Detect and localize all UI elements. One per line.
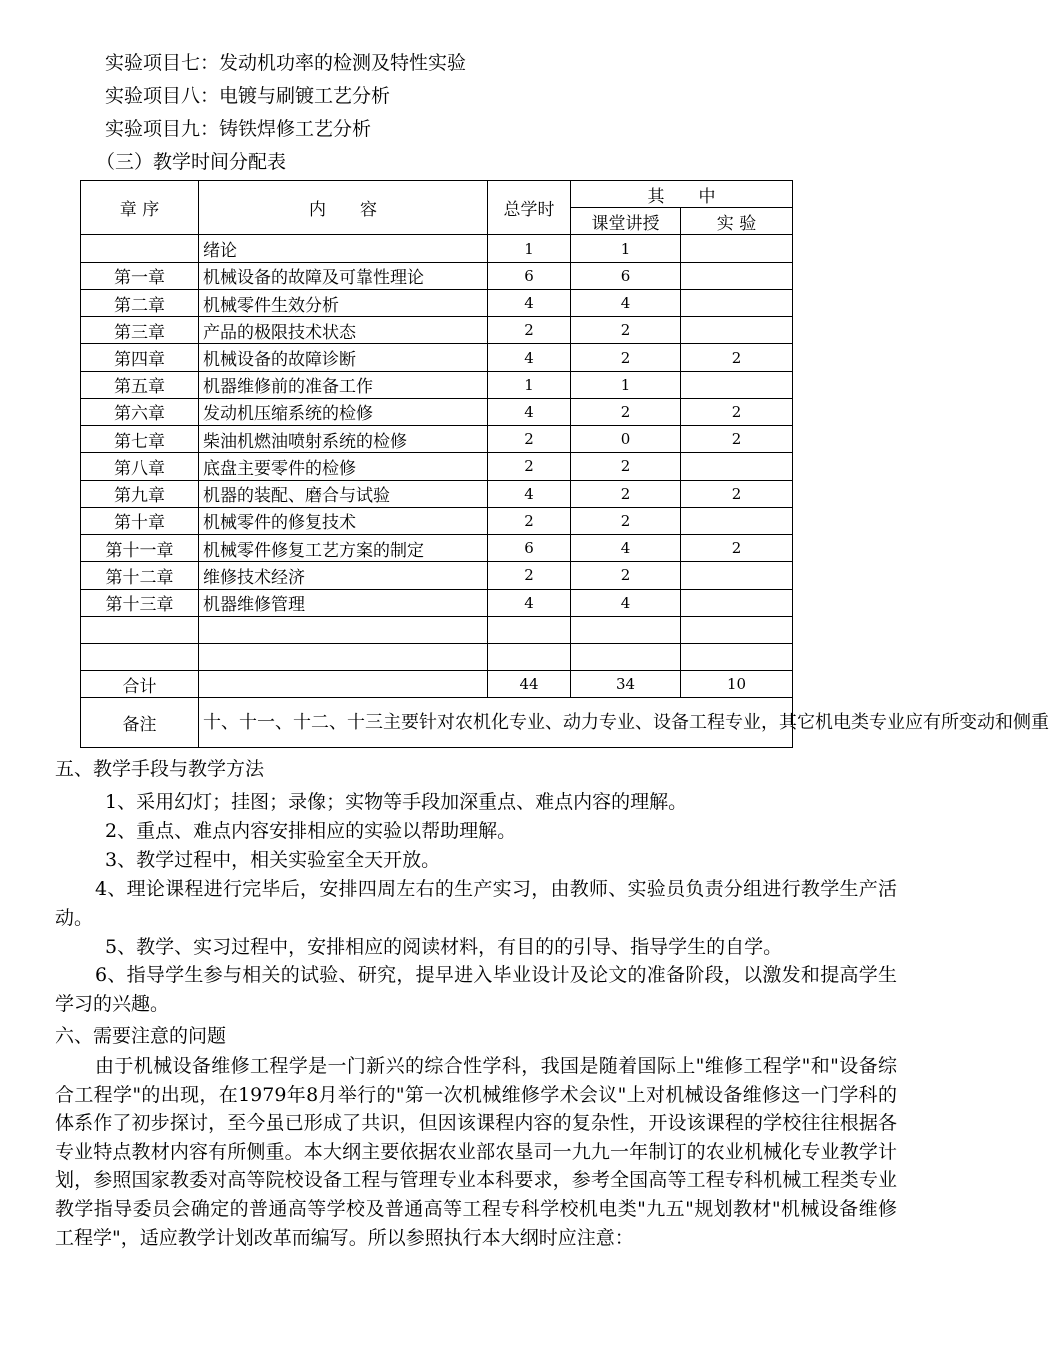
header-of-which: 其 中: [571, 181, 793, 208]
header-seq: 章 序: [81, 181, 199, 235]
total-hours: 44: [488, 671, 571, 698]
content-cell: 机器的装配、磨合与试验: [199, 480, 488, 507]
chapter-cell: [81, 235, 199, 262]
experiment-hours-cell: 2: [681, 480, 793, 507]
content-cell: 底盘主要零件的检修: [199, 453, 488, 480]
experiment-hours-cell: 2: [681, 426, 793, 453]
table-row: [81, 562, 793, 589]
total-hours-cell: 1: [488, 371, 571, 398]
lecture-hours-cell: 0: [571, 426, 681, 453]
total-hours-cell: 6: [488, 535, 571, 562]
teaching-hours-table: [80, 180, 1049, 748]
table-row: [81, 643, 793, 670]
total-hours-cell: 2: [488, 507, 571, 534]
lecture-hours-cell: 2: [571, 562, 681, 589]
table-row: [81, 289, 793, 316]
total-hours-cell: 2: [488, 426, 571, 453]
total-hours-cell: 4: [488, 480, 571, 507]
table-row: [81, 535, 793, 562]
chapter-cell: [81, 643, 199, 670]
table-row: [81, 398, 793, 425]
lecture-hours-cell: [571, 616, 681, 643]
header-total-hours: 总学时: [488, 181, 571, 235]
table-row: [81, 507, 793, 534]
content-cell: 机械设备的故障诊断: [199, 344, 488, 371]
content-cell: 机械零件修复工艺方案的制定: [199, 535, 488, 562]
experiment-hours-cell: [681, 589, 793, 616]
table-caption: （三）教学时间分配表: [96, 151, 287, 173]
content-cell: 维修技术经济: [199, 562, 488, 589]
lecture-hours-cell: 2: [571, 480, 681, 507]
experiment-hours-cell: [681, 562, 793, 589]
total-hours-cell: 4: [488, 344, 571, 371]
section6-heading: 六、需要注意的问题: [55, 1025, 227, 1047]
chapter-cell: 第五章: [81, 371, 199, 398]
table-note-row: [81, 698, 793, 748]
chapter-cell: 第十三章: [81, 589, 199, 616]
chapter-cell: 第十二章: [81, 562, 199, 589]
table-row: [81, 371, 793, 398]
chapter-cell: 第二章: [81, 289, 199, 316]
header-content: 内 容: [199, 181, 488, 235]
total-hours-cell: 6: [488, 262, 571, 289]
section6-paragraph: 由于机械设备维修工程学是一门新兴的综合性学科，我国是随着国际上"维修工程学"和"设备综合工程学"的出现，在1979年8月举行的"第一次机械维修学术会议"上对机械设备维修这一门学科的体系作了初步探讨，至今虽已形成了共识，但因该课程内容的复杂性，开设该课程的学校往往根据各专业特点教材内容有所侧重。本大纲主要依据农业部农垦司一九九一年制订的农业机械化专业教学计划，参照国家教委对高等院校设备工程与管理专业本科要求，参考全国高等工程专科机械工程类专业教学指导委员会确定的普通高等学校及普通高等工程专科学校机电类"九五"规划教材"机械设备维修工程学"，适应教学计划改革而编写。所以参照执行本大纲时应注意：: [55, 1055, 897, 1249]
method-item-2: 2、重点、难点内容安排相应的实验以帮助理解。: [105, 820, 517, 842]
total-hours-cell: 4: [488, 589, 571, 616]
table-row: [81, 616, 793, 643]
experiment-hours-cell: 2: [681, 535, 793, 562]
table-row: [81, 317, 793, 344]
total-label: 合计: [81, 671, 199, 698]
experiment-item-7: 实验项目七：发动机功率的检测及特性实验: [105, 52, 467, 74]
lecture-hours-cell: 1: [571, 235, 681, 262]
method-item-3: 3、教学过程中，相关实验室全天开放。: [105, 849, 441, 871]
lecture-hours-cell: 2: [571, 317, 681, 344]
content-cell: 绪论: [199, 235, 488, 262]
table-row: [81, 344, 793, 371]
content-cell: 机械零件生效分析: [199, 289, 488, 316]
chapter-cell: 第三章: [81, 317, 199, 344]
total-lecture: 34: [571, 671, 681, 698]
experiment-hours-cell: [681, 507, 793, 534]
lecture-hours-cell: 4: [571, 589, 681, 616]
content-cell: 机械零件的修复技术: [199, 507, 488, 534]
header-experiment: 实 验: [681, 208, 793, 235]
header-lecture: 课堂讲授: [571, 208, 681, 235]
experiment-hours-cell: [681, 262, 793, 289]
content-cell: 柴油机燃油喷射系统的检修: [199, 426, 488, 453]
lecture-hours-cell: 1: [571, 371, 681, 398]
lecture-hours-cell: 2: [571, 344, 681, 371]
chapter-cell: 第十一章: [81, 535, 199, 562]
table-row: [81, 453, 793, 480]
total-hours-cell: [488, 616, 571, 643]
total-hours-cell: 1: [488, 235, 571, 262]
lecture-hours-cell: 4: [571, 289, 681, 316]
lecture-hours-cell: 2: [571, 398, 681, 425]
experiment-hours-cell: [681, 289, 793, 316]
total-hours-cell: 2: [488, 453, 571, 480]
experiment-hours-cell: [681, 453, 793, 480]
table-row: [81, 235, 793, 262]
total-hours-cell: 2: [488, 317, 571, 344]
table-row: [81, 480, 793, 507]
content-cell: 机器维修管理: [199, 589, 488, 616]
method-item-5: 5、教学、实习过程中，安排相应的阅读材料，有目的的引导、指导学生的自学。: [105, 936, 783, 958]
table-row: [81, 589, 793, 616]
total-content: [199, 671, 488, 698]
experiment-hours-cell: [681, 371, 793, 398]
method-item-4: 4、理论课程进行完毕后，安排四周左右的生产实习，由教师、实验员负责分组进行教学生产活动。: [55, 878, 897, 929]
chapter-cell: 第九章: [81, 480, 199, 507]
table-row: [81, 262, 793, 289]
note-label: 备注: [81, 698, 199, 748]
total-hours-cell: 4: [488, 398, 571, 425]
chapter-cell: 第八章: [81, 453, 199, 480]
experiment-hours-cell: [681, 616, 793, 643]
total-hours-cell: 4: [488, 289, 571, 316]
content-cell: [199, 616, 488, 643]
table-header-row: [81, 181, 793, 208]
method-item-6: 6、指导学生参与相关的试验、研究，提早进入毕业设计及论文的准备阶段，以激发和提高学生学习的兴趣。: [55, 964, 897, 1015]
section5-heading: 五、教学手段与教学方法: [55, 758, 265, 780]
total-hours-cell: 2: [488, 562, 571, 589]
lecture-hours-cell: 6: [571, 262, 681, 289]
content-cell: 机械设备的故障及可靠性理论: [199, 262, 488, 289]
chapter-cell: 第六章: [81, 398, 199, 425]
content-cell: 产品的极限技术状态: [199, 317, 488, 344]
experiment-hours-cell: [681, 643, 793, 670]
content-cell: 发动机压缩系统的检修: [199, 398, 488, 425]
note-text: 十、十一、十二、十三主要针对农机化专业、动力专业、设备工程专业，其它机电类专业应有所变动和侧重: [199, 698, 793, 748]
experiment-hours-cell: 2: [681, 344, 793, 371]
content-cell: 机器维修前的准备工作: [199, 371, 488, 398]
total-experiment: 10: [681, 671, 793, 698]
experiment-hours-cell: [681, 317, 793, 344]
experiment-hours-cell: 2: [681, 398, 793, 425]
lecture-hours-cell: [571, 643, 681, 670]
lecture-hours-cell: 2: [571, 507, 681, 534]
content-cell: [199, 643, 488, 670]
experiment-item-8: 实验项目八：电镀与刷镀工艺分析: [105, 85, 391, 107]
experiment-hours-cell: [681, 235, 793, 262]
experiment-item-9: 实验项目九：铸铁焊修工艺分析: [105, 118, 372, 140]
chapter-cell: 第七章: [81, 426, 199, 453]
chapter-cell: 第一章: [81, 262, 199, 289]
chapter-cell: 第十章: [81, 507, 199, 534]
table-row: [81, 426, 793, 453]
lecture-hours-cell: 4: [571, 535, 681, 562]
method-item-1: 1、采用幻灯；挂图；录像；实物等手段加深重点、难点内容的理解。: [105, 791, 688, 813]
chapter-cell: 第四章: [81, 344, 199, 371]
lecture-hours-cell: 2: [571, 453, 681, 480]
table-total-row: [81, 671, 793, 698]
chapter-cell: [81, 616, 199, 643]
total-hours-cell: [488, 643, 571, 670]
